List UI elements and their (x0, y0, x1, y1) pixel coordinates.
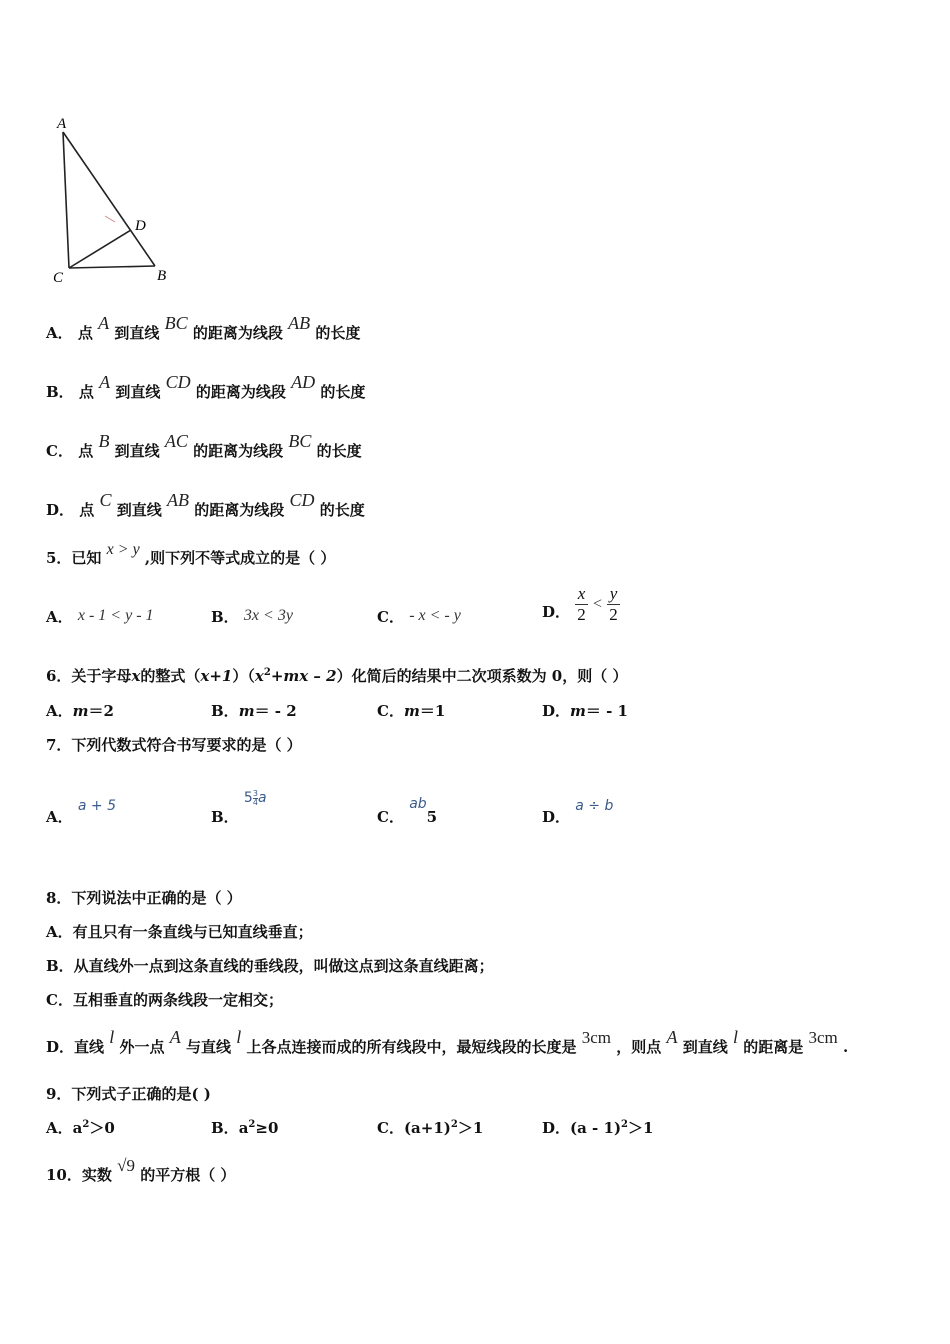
q6-option-a[interactable]: A．m＝2 (46, 702, 114, 720)
q7-option-d[interactable]: D． a ÷ b (542, 798, 614, 826)
q8-option-c[interactable]: C．互相垂直的两条线段一定相交； (46, 991, 283, 1009)
q4-option-d[interactable]: D． 点 C 到直线 AB 的距离为线段 CD 的长度 (46, 490, 365, 519)
label-b: B (157, 268, 167, 284)
q7-option-a[interactable]: A． a + 5 (46, 798, 116, 826)
q9-stem: 9．下列式子正确的是( ) (46, 1085, 211, 1103)
q7-option-c[interactable]: C． ab5 (377, 796, 438, 826)
q5-stem: 5．已知 x > y ,则下列不等式成立的是（ ） (46, 541, 336, 567)
q5-option-b[interactable]: B． 3x < 3y (211, 607, 293, 626)
q10-stem: 10．实数 √9 的平方根（ ） (46, 1156, 236, 1184)
q6-option-d[interactable]: D．m＝ - 1 (542, 702, 628, 720)
label-d: D (135, 218, 146, 234)
q8-option-a[interactable]: A．有且只有一条直线与已知直线垂直； (46, 923, 313, 941)
q6-option-b[interactable]: B．m＝ - 2 (211, 702, 297, 720)
triangle-figure (45, 110, 185, 290)
q9-option-c[interactable]: C．$(a+1)^2>1$ (377, 1119, 484, 1137)
q7-stem: 7．下列代数式符合书写要求的是（ ） (46, 736, 302, 754)
q5-option-d[interactable]: D． $\frac{x}{2}$ < $\frac{y}{2}$ (542, 584, 618, 624)
q4-option-a[interactable]: A． 点 A 到直线 BC 的距离为线段 AB 的长度 (46, 313, 361, 342)
q8-option-d[interactable]: D．直线 l 外一点 A 与直线 l 上各点连接而成的所有线段中，最短线段的长度是 3cm ，则点 A 到直线 l 的距离是 3cm . (46, 1027, 849, 1056)
q4-option-c[interactable]: C． 点 B 到直线 AC 的距离为线段 BC 的长度 (46, 431, 362, 460)
q9-option-a[interactable]: A．$a^2>0$ (46, 1119, 115, 1137)
q5-option-c[interactable]: C． - x < - y (377, 607, 461, 626)
q4-option-b[interactable]: B． 点 A 到直线 CD 的距离为线段 AD 的长度 (46, 372, 366, 401)
q5-option-a[interactable]: A． x - 1 < y - 1 (46, 607, 154, 626)
label-c: C (53, 270, 64, 286)
q9-option-b[interactable]: B．$a^2\ge 0$ (211, 1119, 279, 1137)
q7-option-b[interactable]: B． 5 $\frac{3}{4}$ a (211, 788, 267, 826)
q8-stem: 8．下列说法中正确的是（ ） (46, 889, 242, 907)
q6-option-c[interactable]: C．m＝1 (377, 702, 446, 720)
label-a: A (57, 116, 67, 132)
q8-option-b[interactable]: B．从直线外一点到这条直线的垂线段，叫做这点到这条直线距离； (46, 957, 494, 975)
q9-option-d[interactable]: D．(a - 1)$^2$＞1 (542, 1119, 654, 1137)
q6-stem: 6．关于字母x的整式$(x+1)(x^2+mx - 2)$化简后的结果中二次项系数为 0，则（ ） (46, 667, 628, 685)
